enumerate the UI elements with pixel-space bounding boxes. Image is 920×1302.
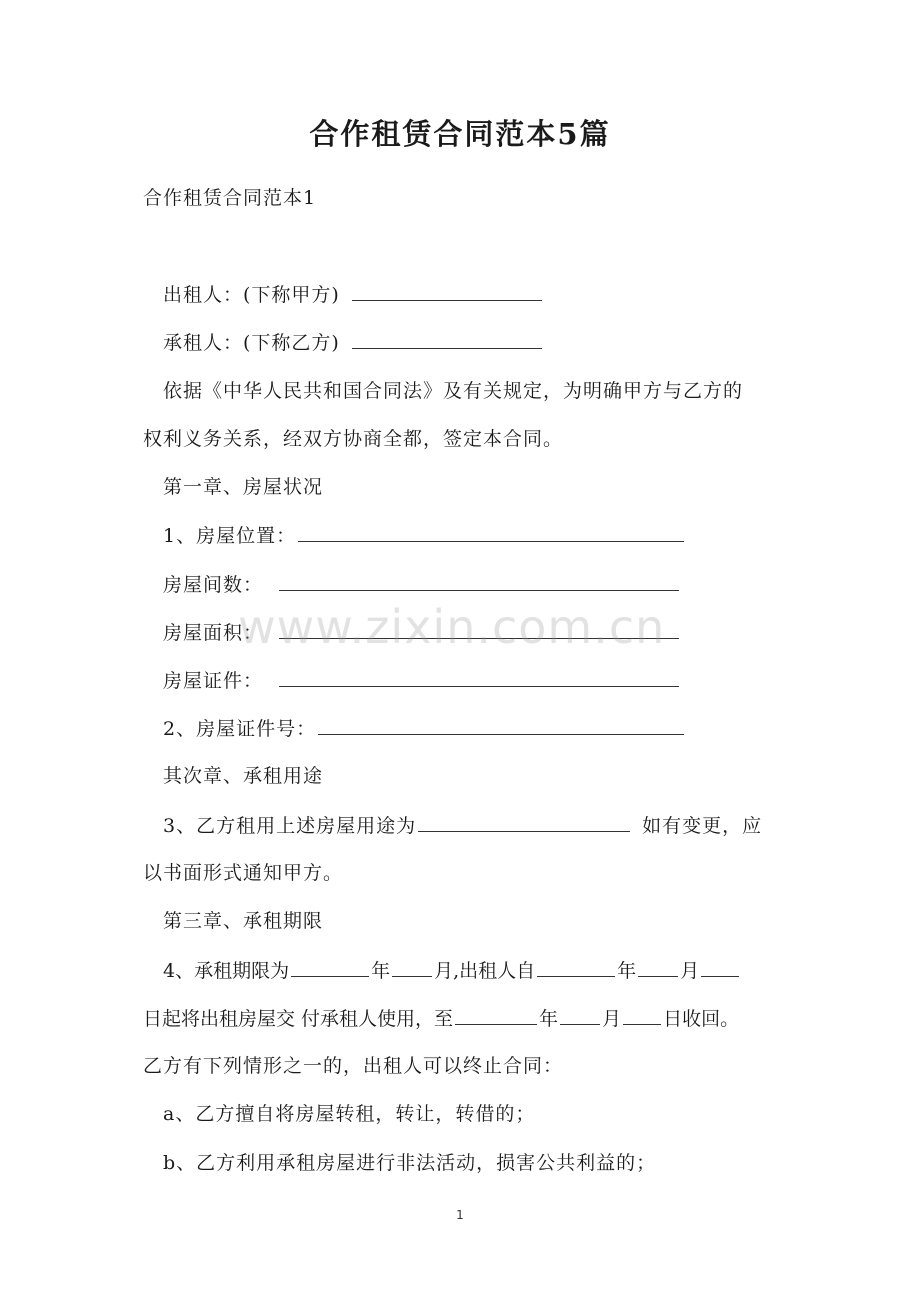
end-day-blank: [623, 1004, 661, 1025]
termination-item-a: a、乙方擅自将房屋转租，转让，转借的；: [163, 1103, 536, 1125]
usage-line-2: 以书面形式通知甲方。: [143, 862, 344, 884]
termination-intro: 乙方有下列情形之一的，出租人可以终止合同：: [143, 1055, 564, 1077]
chapter-3-heading: 第三章、承租期限: [163, 910, 324, 932]
term-label: 4、承租期限为: [163, 960, 290, 982]
lessor-label: 出租人：(下称甲方): [163, 284, 340, 306]
lessor-line: [163, 280, 544, 309]
start-year-blank: [537, 956, 615, 977]
house-area-label: 房屋面积：: [163, 622, 264, 644]
house-certificate-blank: [279, 666, 679, 687]
term-month-unit: 月: [434, 960, 454, 982]
usage-label: 3、乙方租用上述房屋用途为: [163, 815, 417, 837]
start-month-blank: [638, 956, 678, 977]
house-rooms-line: [163, 570, 681, 599]
page-number: 1: [456, 1208, 464, 1222]
chapter-1-heading: 第一章、房屋状况: [163, 476, 324, 498]
house-certificate-label: 房屋证件：: [163, 670, 264, 692]
term-line-2: [143, 1004, 739, 1033]
house-rooms-blank: [279, 570, 679, 591]
term-delivery-text: 日起将出租房屋交 付承租人使用，至: [143, 1008, 454, 1030]
start-day-blank: [701, 956, 739, 977]
certificate-number-line: [163, 714, 686, 743]
certificate-number-blank: [318, 714, 684, 735]
house-rooms-label: 房屋间数：: [163, 574, 264, 596]
lessee-label: 承租人：(下称乙方): [163, 332, 340, 354]
house-certificate-line: [163, 666, 681, 695]
usage-blank: [418, 811, 630, 832]
start-month-unit: 月: [680, 960, 700, 982]
term-years-blank: [291, 956, 369, 977]
lessor-blank: [352, 280, 542, 301]
termination-item-b: b、乙方利用承租房屋进行非法活动，损害公共利益的；: [163, 1152, 657, 1174]
usage-change-text: 如有变更，应: [642, 815, 763, 837]
end-month-blank: [560, 1004, 600, 1025]
term-line-1: [163, 956, 741, 985]
usage-line-1: [163, 811, 762, 840]
term-from-text: ,出租人自: [453, 960, 536, 982]
contract-subtitle: 合作租赁合同范本1: [143, 187, 317, 209]
house-location-label: 1、房屋位置：: [163, 525, 297, 547]
document-title: 合作租赁合同范本5篇: [309, 117, 611, 151]
house-location-line: [163, 521, 686, 550]
start-year-unit: 年: [617, 960, 637, 982]
lessee-line: [163, 328, 544, 357]
end-month-unit: 月: [602, 1008, 622, 1030]
lessee-blank: [352, 328, 542, 349]
end-year-blank: [455, 1004, 537, 1025]
term-months-blank: [392, 956, 432, 977]
term-return-text: 日收回。: [663, 1008, 740, 1030]
certificate-number-label: 2、房屋证件号：: [163, 718, 317, 740]
house-location-blank: [298, 521, 684, 542]
intro-line-2: 权利义务关系，经双方协商全都，签定本合同。: [143, 428, 564, 450]
term-year-unit: 年: [371, 960, 391, 982]
intro-line-1: 依据《中华人民共和国合同法》及有关规定，为明确甲方与乙方的: [163, 380, 744, 402]
end-year-unit: 年: [539, 1008, 559, 1030]
chapter-2-heading: 其次章、承租用途: [163, 765, 324, 787]
watermark: www.zixin.com.cn: [238, 600, 666, 654]
